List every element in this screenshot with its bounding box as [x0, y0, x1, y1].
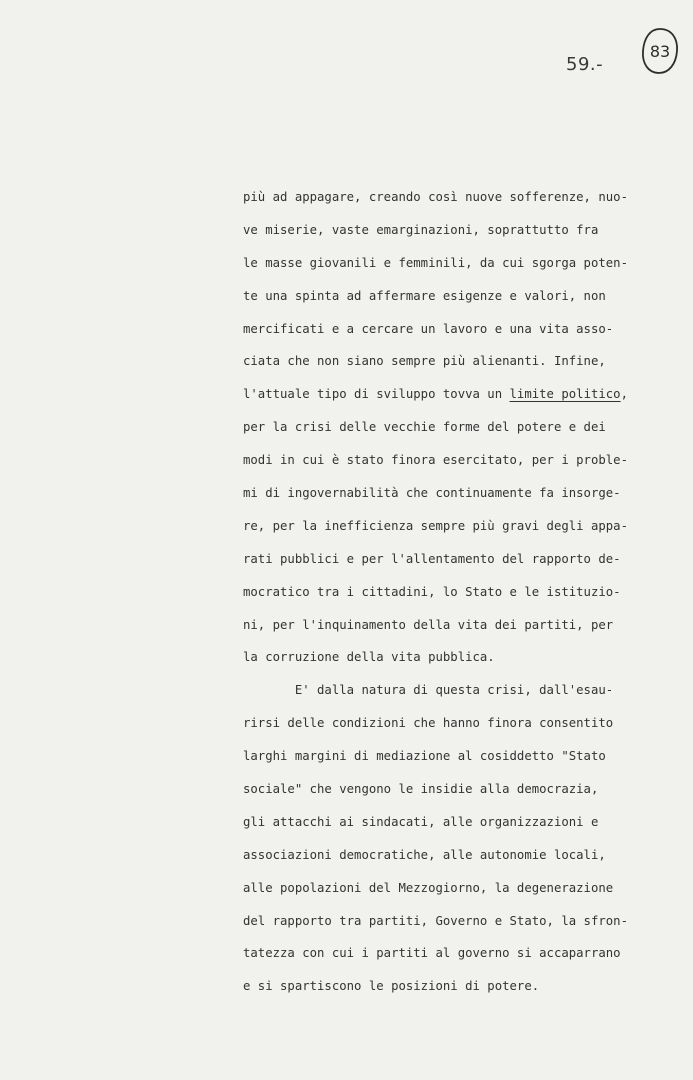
text-line	[243, 806, 623, 839]
text-line	[243, 181, 628, 214]
text-line-content: gli attacchi ai sindacati, alle organizzazioni e	[243, 814, 599, 829]
page-number: 59.-	[566, 54, 604, 75]
text-line-content: le masse giovanili e femminili, da cui sgorga poten-	[243, 255, 628, 270]
text-line-content: larghi margini di mediazione al cosiddetto "Stato	[243, 749, 606, 764]
text-line	[243, 313, 623, 346]
text-line	[243, 937, 623, 970]
text-line	[243, 839, 623, 872]
text-line	[243, 444, 628, 477]
text-line	[243, 214, 623, 247]
text-line	[243, 576, 623, 609]
text-line-content: rati pubblici e per l'allentamento del rapporto de-	[243, 551, 621, 566]
text-line	[243, 345, 623, 378]
text-line-content: ciata che non siano sempre più alienanti. Infine,	[243, 354, 606, 369]
text-line	[243, 378, 628, 411]
text-line	[243, 641, 623, 674]
text-line-content: associazioni democratiche, alle autonomie locali,	[243, 847, 606, 862]
archive-stamp	[640, 26, 680, 76]
text-line	[243, 970, 623, 1003]
text-line-content: re, per la inefficienza sempre più gravi degli appa-	[243, 518, 628, 533]
text-line	[243, 872, 623, 905]
text-line-content: alle popolazioni del Mezzogiorno, la degenerazione	[243, 880, 614, 895]
text-line-content: più ad appagare, creando così nuove sofferenze, nuo-	[243, 190, 628, 204]
text-line	[243, 510, 628, 543]
text-line	[243, 477, 623, 510]
underlined-phrase: limite politico	[509, 387, 621, 402]
text-line	[243, 247, 628, 280]
text-line-content: sociale" che vengono le insidie alla democrazia,	[243, 782, 599, 797]
text-line	[243, 543, 623, 576]
text-line-content: mercificati e a cercare un lavoro e una vita asso-	[243, 321, 614, 336]
text-line	[243, 740, 623, 773]
text-line-content: mocratico tra i cittadini, lo Stato e le istituzio-	[243, 584, 621, 599]
text-line-content: rirsi delle condizioni che hanno finora consentito	[243, 716, 614, 731]
text-line-content: la corruzione della vita pubblica.	[243, 650, 495, 665]
text-line-content: tatezza con cui i partiti al governo si accaparrano	[243, 946, 621, 961]
text-line-content: modi in cui è stato finora esercitato, per i proble-	[243, 453, 628, 468]
text-line	[243, 280, 623, 313]
text-line	[243, 674, 623, 707]
text-line-content: ve miserie, vaste emarginazioni, soprattutto fra	[243, 222, 599, 237]
text-line-content: te una spinta ad affermare esigenze e valori, non	[243, 288, 606, 303]
text-line-content: ni, per l'inquinamento della vita dei partiti, per	[243, 617, 614, 632]
text-line	[243, 411, 623, 444]
text-line-suffix: ,	[620, 387, 628, 402]
text-line-content: e si spartiscono le posizioni di potere.	[243, 979, 540, 994]
text-line	[243, 905, 628, 938]
text-line-content: mi di ingovernabilità che continuamente fa insorge-	[243, 486, 621, 501]
text-line-content: l'attuale tipo di sviluppo tovva un	[243, 387, 510, 402]
text-line	[243, 773, 623, 806]
text-line	[243, 707, 623, 740]
text-line-content: per la crisi delle vecchie forme del potere e dei	[243, 420, 606, 435]
body-text	[243, 181, 628, 1003]
text-line-content: del rapporto tra partiti, Governo e Stato, la sfron-	[243, 913, 628, 928]
stamp-number: 83	[649, 42, 671, 61]
text-line-content: E' dalla natura di questa crisi, dall'esau-	[243, 683, 614, 698]
text-line	[243, 609, 623, 642]
circled-number-icon	[640, 26, 680, 76]
